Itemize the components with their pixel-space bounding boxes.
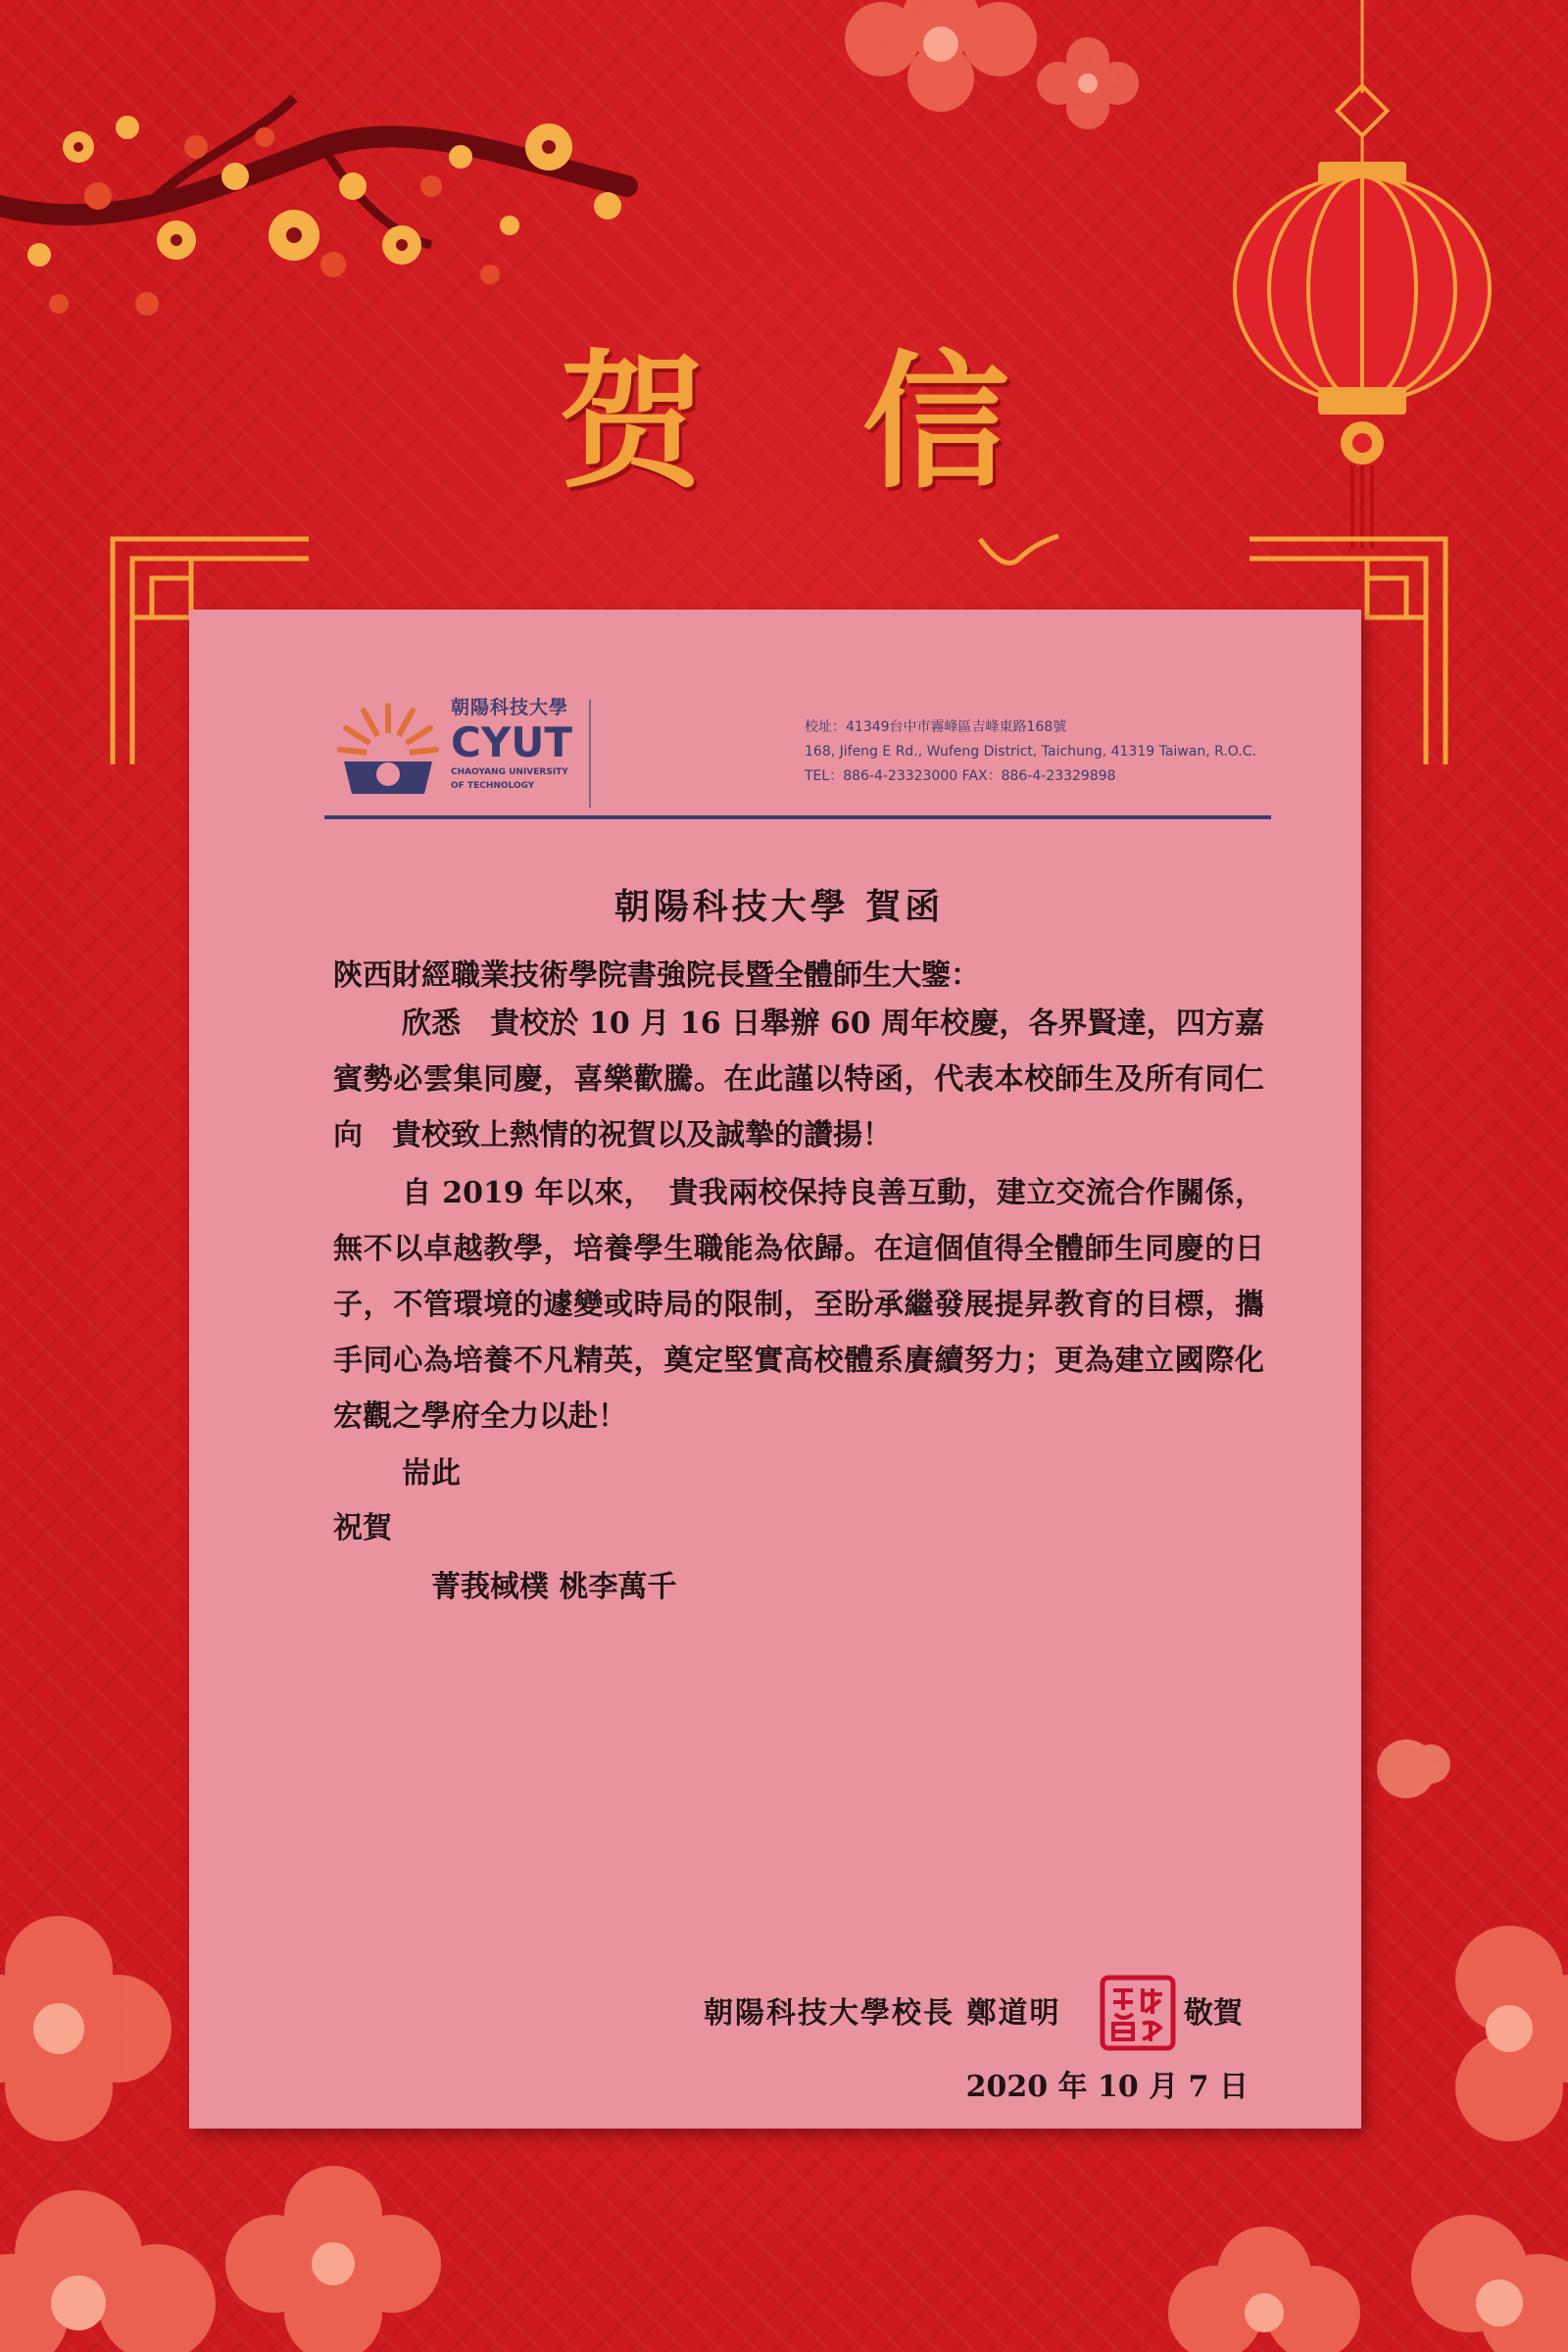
letter-body — [333, 879, 1264, 1615]
letter-salutation: 陝西財經職業技術學院書強院長暨全體師生大鑒： — [333, 958, 980, 993]
logo-abbreviation: CYUT — [451, 718, 572, 766]
bird-decoration — [975, 534, 1063, 573]
letterhead-address — [805, 715, 1256, 789]
red-seal-stamp — [1100, 1975, 1176, 2051]
address-chinese: 校址：41349台中市霧峰區吉峰東路168號 — [805, 719, 1067, 735]
cyut-logo — [336, 693, 601, 801]
signature-row — [704, 1975, 1262, 2043]
university-emblem-icon — [336, 701, 440, 799]
logo-chinese-name: 朝陽科技大學 — [451, 697, 569, 718]
letter-date: 2020 年 10 月 7 日 — [965, 2070, 1249, 2104]
logo-subtitle-1: CHAOYANG UNIVERSITY — [451, 767, 568, 777]
signature-name: 朝陽科技大學校長 鄭道明 — [704, 1996, 1061, 2031]
flower-decoration-top — [823, 0, 1156, 147]
letter-paper — [189, 610, 1361, 2129]
letterhead-rule — [324, 815, 1271, 819]
address-english: 168, Jifeng E Rd., Wufeng District, Taichung, 41319 Taiwan, R.O.C. — [805, 744, 1256, 760]
letter-paragraph-2: 自 2019 年以來， 貴我兩校保持良善互動，建立交流合作關係，無不以卓越教學，培養學生職能為依歸。在這個值得全體師生同慶的日子，不管環境的遽變或時局的限制，至盼承繼發展提昇教育的目標，攜手同心為培養不凡精英，奠定堅實高校體系賡續努力；更為建立國際化宏觀之學府全力以赴！ — [333, 1176, 1264, 1434]
letterhead-divider — [589, 700, 591, 808]
logo-text — [451, 693, 572, 792]
logo-subtitle-2: OF TECHNOLOGY — [451, 781, 535, 791]
letter-closing-1: 耑此 — [402, 1456, 461, 1491]
letter-paragraph-1: 欣悉 貴校於 10 月 16 日舉辦 60 周年校慶，各界賢達，四方嘉賓勢必雲集同慶，喜樂歡騰。在此謹以特函，代表本校師生及所有同仁向 貴校致上熱情的祝賀以及誠摯的讚揚！ — [333, 1006, 1264, 1152]
contact-numbers: TEL：886-4-23323000 FAX：886-4-23329898 — [805, 768, 1116, 784]
signature-suffix: 敬賀 — [1184, 1996, 1243, 2031]
letter-closing-2: 祝賀 — [333, 1511, 392, 1545]
greeting-heading: 贺信 — [558, 338, 1166, 509]
cloud-decoration — [1367, 1725, 1455, 1813]
letter-closing-3: 菁莪棫樸 桃李萬千 — [431, 1570, 677, 1604]
letter-title: 朝陽科技大學 賀函 — [613, 886, 945, 927]
